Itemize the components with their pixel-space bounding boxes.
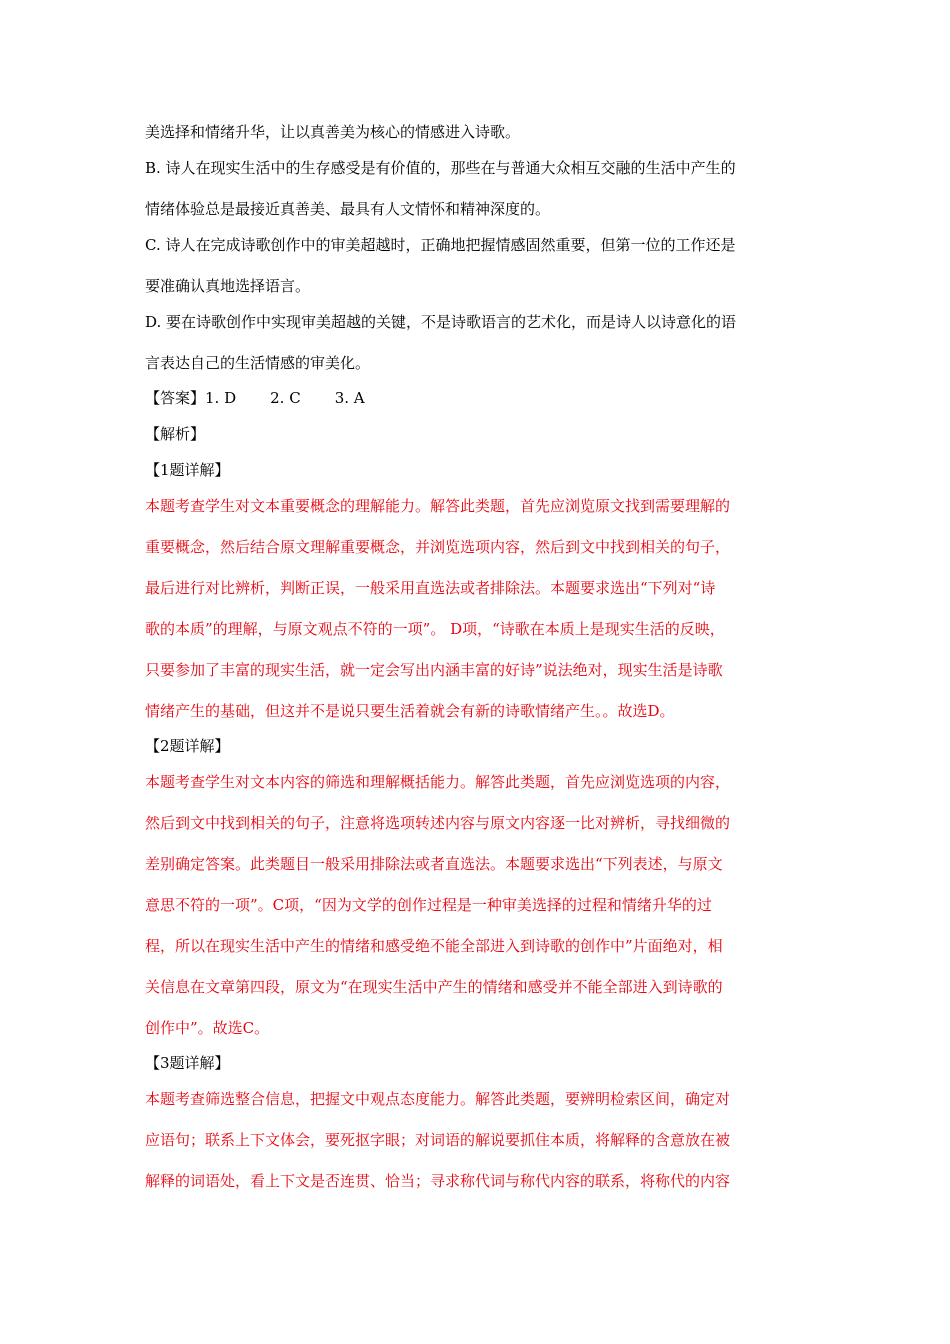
answer-label: 【答案】 <box>145 389 206 407</box>
analysis-label: 【解析】 <box>145 425 206 443</box>
answer-line <box>145 388 810 408</box>
option-c-line-2: 要准确认真地选择语言。 <box>145 277 311 295</box>
option-c-line-1: C. 诗人在完成诗歌创作中的审美超越时，正确地把握情感固然重要，但第一位的工作还是 <box>145 236 736 254</box>
detail-1-line: 本题考查学生对文本重要概念的理解能力。解答此类题，首先应浏览原文找到需要理解的 <box>145 497 731 515</box>
option-b-line-2: 情绪体验总是最接近真善美、最具有人文情怀和精神深度的。 <box>145 200 551 218</box>
option-b-line-1: B. 诗人在现实生活中的生存感受是有价值的，那些在与普通大众相互交融的生活中产生的 <box>145 159 736 177</box>
answer-item-1: 1. D <box>205 389 237 407</box>
detail-2-line: 创作中”。故选C。 <box>145 1019 270 1037</box>
detail-3-line: 应语句；联系上下文体会，要死抠字眼；对词语的解说要抓住本质，将解释的含意放在被 <box>145 1131 731 1149</box>
option-a-tail: 美选择和情绪升华，让以真善美为核心的情感进入诗歌。 <box>145 123 521 141</box>
option-d-line-2: 言表达自己的生活情感的审美化。 <box>145 354 371 372</box>
detail-1-line: 歌的本质”的理解，与原文观点不符的一项”。 D项，“诗歌在本质上是现实生活的反映， <box>145 620 725 638</box>
detail-2-heading: 【2题详解】 <box>145 737 230 755</box>
detail-2-line: 本题考查学生对文本内容的筛选和理解概括能力。解答此类题，首先应浏览选项的内容， <box>145 773 731 791</box>
detail-1-line: 情绪产生的基础，但这并不是说只要生活着就会有新的诗歌情绪产生。。故选D。 <box>145 702 675 720</box>
answer-item-2: 2. C <box>270 389 301 407</box>
detail-2-line: 然后到文中找到相关的句子，注意将选项转述内容与原文内容逐一比对辨析，寻找细微的 <box>145 814 731 832</box>
detail-3-line: 解释的词语处，看上下文是否连贯、恰当；寻求称代词与称代内容的联系，将称代的内容 <box>145 1172 731 1190</box>
detail-3-line: 本题考查筛选整合信息，把握文中观点态度能力。解答此类题，要辨明检索区间，确定对 <box>145 1090 731 1108</box>
document-page <box>145 122 810 1191</box>
detail-1-line: 只要参加了丰富的现实生活，就一定会写出内涵丰富的好诗”说法绝对，现实生活是诗歌 <box>145 661 723 679</box>
option-d-line-1: D. 要在诗歌创作中实现审美超越的关键，不是诗歌语言的艺术化，而是诗人以诗意化的语 <box>145 313 737 331</box>
detail-2-line: 关信息在文章第四段，原文为“在现实生活中产生的情绪和感受并不能全部进入到诗歌的 <box>145 978 723 996</box>
detail-2-line: 意思不符的一项”。C项，“因为文学的创作过程是一种审美选择的过程和情绪升华的过 <box>145 896 712 914</box>
detail-1-heading: 【1题详解】 <box>145 461 230 479</box>
detail-1-line: 最后进行对比辨析，判断正误，一般采用直选法或者排除法。本题要求选出“下列对“诗 <box>145 579 716 597</box>
detail-3-heading: 【3题详解】 <box>145 1054 230 1072</box>
detail-2-line: 差别确定答案。此类题目一般采用排除法或者直选法。本题要求选出“下列表述，与原文 <box>145 855 723 873</box>
detail-2-line: 程，所以在现实生活中产生的情绪和感受绝不能全部进入到诗歌的创作中”片面绝对，相 <box>145 937 723 955</box>
answer-item-3: 3. A <box>334 389 365 407</box>
detail-1-line: 重要概念，然后结合原文理解重要概念，并浏览选项内容，然后到文中找到相关的句子， <box>145 538 731 556</box>
